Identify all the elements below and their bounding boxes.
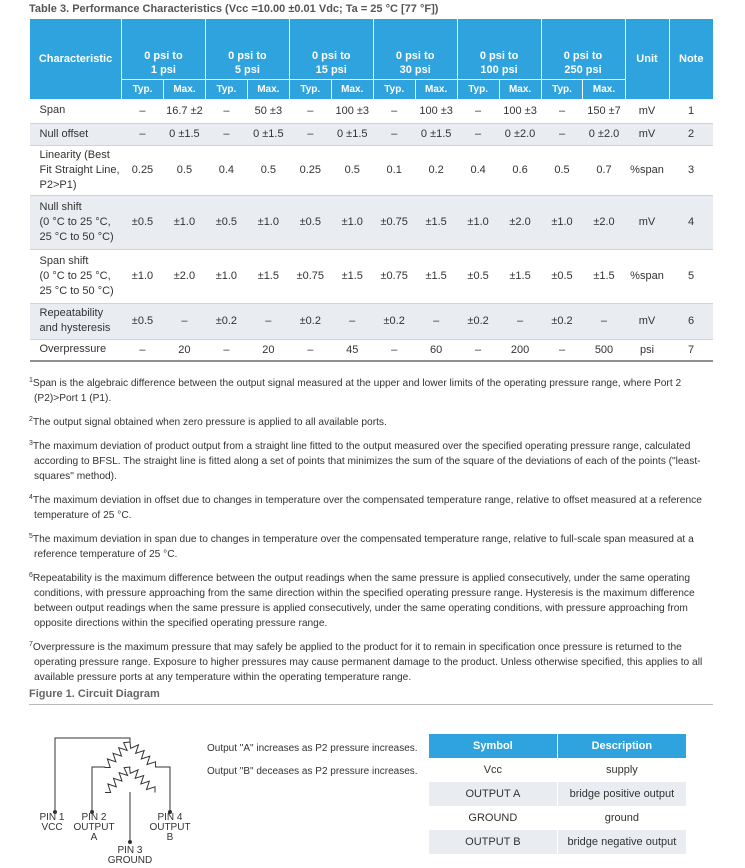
bridge-resistor-top-right bbox=[102, 739, 133, 770]
note-cell: 5 bbox=[687, 270, 695, 282]
value-cell: – bbox=[122, 123, 164, 145]
value-cell: 20 bbox=[178, 343, 191, 356]
value-cell: ±0.5 bbox=[205, 195, 247, 249]
value-cell: ±0.2 bbox=[373, 303, 415, 339]
value-cell: 0.5 bbox=[176, 164, 193, 176]
value-cell: – bbox=[541, 123, 583, 145]
value-cell: 0.7 bbox=[596, 164, 612, 176]
value-cell: – bbox=[223, 343, 230, 356]
characteristic-line: Overpressure bbox=[39, 343, 107, 356]
symbol-row bbox=[429, 806, 687, 830]
header-typ: Typ. bbox=[373, 80, 415, 100]
output-b-note: Output "B" deceases as P2 pressure increases. bbox=[207, 766, 418, 777]
value-cell: ±1.5 bbox=[341, 270, 363, 282]
value-cell: 0 ±1.5 bbox=[331, 123, 373, 145]
value-cell: ±1.0 bbox=[163, 195, 205, 249]
row-characteristic bbox=[30, 123, 122, 145]
value-cell: – bbox=[289, 123, 331, 145]
value-cell: ±0.2 bbox=[457, 303, 499, 339]
value-cell: 60 bbox=[430, 343, 443, 356]
pin3-terminal bbox=[128, 840, 132, 844]
symbol-row bbox=[429, 782, 687, 806]
value-cell: – bbox=[391, 104, 398, 117]
value-cell: – bbox=[307, 343, 314, 356]
performance-table bbox=[29, 19, 713, 362]
footnote bbox=[29, 490, 719, 523]
value-cell: ±0.5 bbox=[289, 195, 331, 249]
footnote bbox=[29, 436, 719, 484]
footnote-text: Overpressure is the maximum pressure that may safely be applied to the product for it to remain in specification once pressure is returned to the operating pressure range. Exposure to higher pressures may cause permanent damage to the product. Unless otherwise specified, this applies to all available pressure ports at any temperature within the operating temperature range. bbox=[32, 642, 703, 683]
header-range bbox=[457, 19, 541, 80]
pin3-sub: GROUND bbox=[107, 855, 153, 866]
value-cell: 0.5 bbox=[260, 164, 276, 176]
characteristic-line: Repeatability bbox=[39, 307, 104, 319]
unit-cell: mV bbox=[638, 104, 656, 117]
value-cell: 0.5 bbox=[554, 164, 570, 176]
symbol-cell: OUTPUT B bbox=[429, 830, 558, 854]
characteristic-line: P2>P1) bbox=[39, 178, 77, 191]
bridge-resistor-top-left bbox=[127, 739, 158, 770]
row-characteristic bbox=[30, 339, 122, 361]
value-cell: ±1.0 bbox=[131, 270, 154, 282]
note-cell: 7 bbox=[687, 343, 695, 356]
unit-cell: %span bbox=[630, 164, 664, 176]
value-cell: 0.2 bbox=[428, 164, 444, 176]
header-range-line: 0 psi to bbox=[312, 50, 351, 62]
row-characteristic bbox=[30, 249, 122, 303]
footnote-text: The maximum deviation of product output from a straight line fitted to the output measured over the specified operating pressure range, calculated according to BFSL. The straight line is fitted along a set of points that minimizes the sum of the square of the deviations of each of the points ("least-squares" method). bbox=[32, 441, 701, 482]
footnote-text: Span is the algebraic difference between the output signal measured at the upper and lower limits of the operating pressure range, where Port 2 (P2)>Port 1 (P1). bbox=[32, 378, 682, 404]
value-cell: ±1.0 bbox=[247, 195, 289, 249]
header-typ: Typ. bbox=[205, 80, 247, 100]
value-cell: 0 ±2.0 bbox=[583, 123, 625, 145]
value-cell: 16.7 ±2 bbox=[166, 104, 203, 117]
header-range bbox=[373, 19, 457, 80]
pin4-sub2: B bbox=[166, 832, 174, 843]
header-max: Max. bbox=[163, 80, 205, 100]
pin4-label: PIN 4 bbox=[157, 812, 183, 823]
header-range-line: 30 psi bbox=[399, 64, 431, 76]
bridge-resistor-bottom-left bbox=[102, 764, 133, 795]
header-max: Max. bbox=[331, 80, 373, 100]
value-cell: ±0.5 bbox=[122, 303, 164, 339]
table-row bbox=[30, 123, 714, 145]
value-cell: 20 bbox=[262, 343, 275, 356]
characteristic-line: (0 °C to 25 °C, bbox=[39, 269, 111, 282]
note-cell: 6 bbox=[669, 303, 713, 339]
characteristic-line: 25 °C to 50 °C) bbox=[39, 284, 114, 297]
value-cell: ±0.5 bbox=[467, 270, 489, 282]
value-cell: ±1.5 bbox=[257, 270, 279, 282]
row-characteristic bbox=[30, 145, 122, 195]
value-cell: ±0.2 bbox=[289, 303, 331, 339]
header-characteristic: Characteristic bbox=[30, 19, 122, 99]
characteristic-line: and hysteresis bbox=[39, 322, 111, 334]
header-range-line: 0 psi to bbox=[395, 50, 435, 62]
value-cell: – bbox=[415, 303, 457, 339]
pin2-sub2: A bbox=[90, 832, 98, 843]
footnote-text: The maximum deviation in span due to changes in temperature over the compensated temperature range, relative to full-scale span measured at a reference temperature of 25 °C. bbox=[32, 534, 694, 560]
value-cell: – bbox=[499, 303, 541, 339]
header-range bbox=[205, 19, 289, 80]
value-cell: 0 ±1.5 bbox=[163, 123, 205, 145]
value-cell: ±0.5 bbox=[551, 270, 573, 282]
header-range-line: 15 psi bbox=[315, 64, 347, 76]
table-row bbox=[30, 99, 714, 123]
unit-cell: mV bbox=[625, 195, 669, 249]
header-range-line: 1 psi bbox=[150, 64, 176, 76]
value-cell: ±1.5 bbox=[509, 270, 531, 282]
note-cell: 2 bbox=[669, 123, 713, 145]
value-cell: 0.5 bbox=[344, 164, 360, 176]
value-cell: 50 ±3 bbox=[254, 104, 283, 117]
value-cell: ±1.0 bbox=[541, 195, 583, 249]
unit-cell: mV bbox=[625, 303, 669, 339]
characteristic-line: Span shift bbox=[39, 254, 89, 267]
value-cell: – bbox=[223, 104, 230, 117]
symbol-header: Symbol bbox=[429, 734, 558, 758]
value-cell: ±0.75 bbox=[296, 270, 325, 282]
value-cell: ±1.5 bbox=[593, 270, 615, 282]
value-cell: 100 ±3 bbox=[419, 104, 453, 117]
table-row bbox=[30, 145, 714, 195]
header-typ: Typ. bbox=[122, 80, 164, 100]
value-cell: 100 ±3 bbox=[335, 104, 370, 117]
header-range-line: 5 psi bbox=[234, 64, 260, 76]
characteristic-line: (0 °C to 25 °C, bbox=[39, 215, 111, 228]
value-cell: ±0.2 bbox=[541, 303, 583, 339]
pin2-label: PIN 2 bbox=[81, 812, 107, 823]
pin2-sub: OUTPUT bbox=[73, 822, 115, 833]
characteristic-line: Null offset bbox=[39, 127, 89, 140]
value-cell: – bbox=[475, 343, 482, 356]
header-max: Max. bbox=[247, 80, 289, 100]
value-cell: – bbox=[373, 123, 415, 145]
characteristic-line: 25 °C to 50 °C) bbox=[39, 230, 114, 243]
footnote bbox=[29, 529, 719, 562]
value-cell: – bbox=[583, 303, 625, 339]
value-cell: – bbox=[247, 303, 289, 339]
value-cell: 200 bbox=[510, 343, 530, 356]
header-range-line: 100 psi bbox=[480, 64, 518, 76]
header-range-line: 0 psi to bbox=[228, 50, 267, 62]
footnote-number: 2 bbox=[29, 416, 33, 423]
value-cell: – bbox=[139, 343, 146, 356]
value-cell: ±1.0 bbox=[457, 195, 499, 249]
value-cell: ±2.0 bbox=[499, 195, 541, 249]
value-cell: ±1.0 bbox=[331, 195, 373, 249]
characteristic-line: Span bbox=[39, 104, 66, 117]
header-range bbox=[541, 19, 625, 80]
value-cell: – bbox=[558, 104, 566, 117]
row-characteristic bbox=[30, 195, 122, 249]
footnote-number: 5 bbox=[29, 533, 33, 540]
note-cell: 1 bbox=[687, 104, 695, 117]
header-range bbox=[289, 19, 373, 80]
symbol-row bbox=[429, 830, 687, 854]
value-cell: – bbox=[139, 104, 146, 117]
pin1-sub: VCC bbox=[41, 822, 63, 833]
characteristic-line: Null shift bbox=[39, 200, 82, 213]
value-cell: ±0.2 bbox=[205, 303, 247, 339]
table-caption: Table 3. Performance Characteristics (Vcc =10.00 ±0.01 Vdc; Ta = 25 °C [77 °F]) bbox=[29, 3, 439, 15]
unit-cell: psi bbox=[639, 343, 655, 356]
value-cell: 0.4 bbox=[470, 164, 486, 176]
description-cell: bridge negative output bbox=[557, 830, 686, 854]
footnote bbox=[29, 412, 719, 430]
header-typ: Typ. bbox=[541, 80, 583, 100]
header-range-line: 250 psi bbox=[564, 64, 602, 76]
table-row bbox=[30, 339, 714, 361]
note-cell: 3 bbox=[687, 164, 695, 176]
value-cell: ±0.5 bbox=[122, 195, 164, 249]
value-cell: ±2.0 bbox=[583, 195, 625, 249]
value-cell: 0 ±2.0 bbox=[499, 123, 541, 145]
footnote-number: 1 bbox=[29, 377, 33, 384]
value-cell: 0.1 bbox=[386, 164, 402, 176]
value-cell: – bbox=[163, 303, 205, 339]
value-cell: 0.6 bbox=[512, 164, 528, 176]
symbol-cell: Vcc bbox=[429, 758, 558, 782]
header-range-line: 0 psi to bbox=[563, 50, 603, 62]
value-cell: – bbox=[331, 303, 373, 339]
header-range-line: 0 psi to bbox=[144, 50, 183, 62]
header-max: Max. bbox=[415, 80, 457, 100]
description-cell: supply bbox=[557, 758, 686, 782]
value-cell: ±0.75 bbox=[373, 195, 415, 249]
figure-divider bbox=[29, 704, 713, 705]
header-typ: Typ. bbox=[457, 80, 499, 100]
value-cell: 0 ±1.5 bbox=[247, 123, 289, 145]
figure-title: Figure 1. Circuit Diagram bbox=[29, 688, 160, 700]
output-a-wire bbox=[92, 767, 105, 810]
footnote-text: The maximum deviation in offset due to changes in temperature over the compensated temperature range, relative to offset measured at a reference temperature of 25 °C. bbox=[32, 495, 702, 521]
value-cell: 150 ±7 bbox=[587, 104, 621, 117]
circuit-diagram bbox=[30, 720, 205, 866]
pin1-label: PIN 1 bbox=[39, 812, 65, 823]
symbol-row bbox=[429, 758, 687, 782]
value-cell: ±1.0 bbox=[215, 270, 238, 282]
pin3-label: PIN 3 bbox=[117, 845, 143, 856]
pin4-sub: OUTPUT bbox=[149, 822, 191, 833]
header-range bbox=[122, 19, 206, 80]
value-cell: ±2.0 bbox=[173, 270, 196, 282]
value-cell: – bbox=[457, 123, 499, 145]
value-cell: – bbox=[391, 343, 398, 356]
footnote bbox=[29, 568, 719, 631]
value-cell: ±1.5 bbox=[425, 270, 447, 282]
header-typ: Typ. bbox=[289, 80, 331, 100]
header-note: Note bbox=[669, 19, 713, 99]
table-row bbox=[30, 303, 714, 339]
header-max: Max. bbox=[583, 80, 625, 100]
header-unit: Unit bbox=[625, 19, 669, 99]
description-header: Description bbox=[557, 734, 686, 758]
note-cell: 4 bbox=[669, 195, 713, 249]
footnote-number: 3 bbox=[29, 440, 33, 447]
footnote-number: 6 bbox=[29, 572, 33, 579]
output-b-wire bbox=[155, 767, 170, 810]
description-cell: bridge positive output bbox=[557, 782, 686, 806]
footnote-text: Repeatability is the maximum difference between the output readings when the same pressure is applied consecutively, under the same operating conditions, with pressure approaching from the same direction within the specified operating pressure range. Hysteresis is the maximum difference between output readings when the same pressure is applied consecutively, under the same operating conditions, with pressure approaching from opposite directions within the specified operating pressure range. bbox=[32, 573, 695, 629]
characteristic-line: Fit Straight Line, bbox=[39, 163, 120, 176]
footnote-number: 7 bbox=[29, 641, 33, 648]
footnote-number: 4 bbox=[29, 494, 33, 501]
output-a-note: Output "A" increases as P2 pressure increases. bbox=[207, 743, 418, 754]
table-row bbox=[30, 249, 714, 303]
unit-cell: mV bbox=[625, 123, 669, 145]
description-cell: ground bbox=[557, 806, 686, 830]
header-max: Max. bbox=[499, 80, 541, 100]
value-cell: – bbox=[475, 104, 482, 117]
row-characteristic bbox=[30, 99, 122, 123]
value-cell: 45 bbox=[346, 343, 359, 356]
value-cell: – bbox=[558, 343, 566, 356]
footnote bbox=[29, 373, 719, 406]
symbol-table bbox=[428, 734, 686, 854]
value-cell: – bbox=[307, 104, 314, 117]
symbol-cell: OUTPUT A bbox=[429, 782, 558, 806]
bridge-resistor-bottom-right bbox=[127, 764, 158, 795]
table-row bbox=[30, 195, 714, 249]
value-cell: 500 bbox=[594, 343, 614, 356]
unit-cell: %span bbox=[630, 270, 664, 282]
symbol-cell: GROUND bbox=[429, 806, 558, 830]
footnote bbox=[29, 637, 719, 685]
header-range-line: 0 psi to bbox=[479, 50, 519, 62]
value-cell: 0.25 bbox=[131, 164, 154, 176]
value-cell: 0.25 bbox=[299, 164, 321, 176]
value-cell: 0.4 bbox=[218, 164, 235, 176]
value-cell: 100 ±3 bbox=[503, 104, 537, 117]
row-characteristic bbox=[30, 303, 122, 339]
footnotes bbox=[29, 373, 719, 691]
value-cell: – bbox=[205, 123, 247, 145]
footnote-text: The output signal obtained when zero pressure is applied to all available ports. bbox=[32, 417, 387, 428]
value-cell: ±0.75 bbox=[380, 270, 408, 282]
value-cell: ±1.5 bbox=[415, 195, 457, 249]
value-cell: 0 ±1.5 bbox=[415, 123, 457, 145]
characteristic-line: Linearity (Best bbox=[39, 148, 110, 161]
